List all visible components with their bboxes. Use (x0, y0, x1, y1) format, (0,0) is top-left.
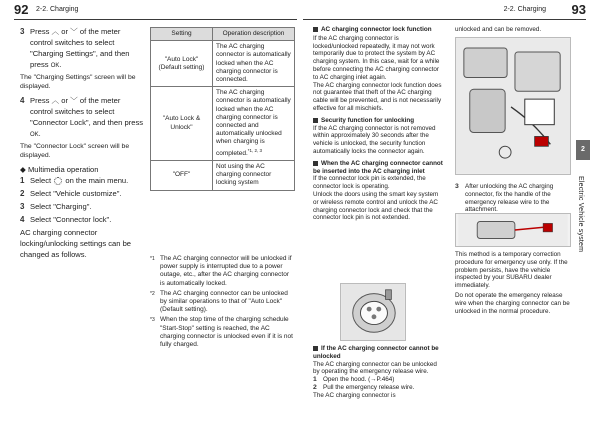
square-bullet-icon (313, 118, 318, 123)
step-3 (20, 26, 145, 72)
ok-button-glyph: OK (30, 132, 39, 139)
heading-cannot-insert: When the AC charging connector cannot be inserted into the AC charging inlet (313, 159, 443, 175)
engine-bay-drawing (456, 38, 570, 174)
heading-security-function: Security function for unlocking (313, 117, 445, 125)
heading-cannot-unlock: If the AC charging connector cannot be unlocked (313, 345, 439, 360)
right-column-top (455, 26, 573, 34)
attachment-drawing (456, 214, 570, 246)
table-cell-description: The AC charging connector is automatically locked when the AC charging connector is connected and automatically unlocked when charging is completed.$^{*1, 2, 3}$ (213, 87, 295, 161)
step-text: Press (30, 27, 50, 36)
step-text: of the meter control switches to select "Charging Settings", and then press (30, 27, 130, 69)
step-text: or (61, 27, 69, 36)
right-page-number: 93 (571, 2, 586, 17)
chapter-tab[interactable]: 2 (576, 140, 590, 160)
engine-bay-illustration (455, 37, 571, 175)
paragraph: The AC charging connector is (313, 391, 396, 399)
chevron-down-icon: ﹀ (70, 27, 78, 36)
paragraph: If the AC charging connector is locked/unlocked repeatedly, it may not work temporarily due to protect the system by AC charging system. In this case, wait for a while before connecting the AC charging connector to AC charging inlet again. (313, 34, 440, 81)
left-column (20, 26, 145, 260)
chevron-down-icon: ﹀ (70, 96, 78, 106)
right-column-notes (455, 251, 573, 315)
footnotes (150, 255, 295, 351)
paragraph: This method is a temporary correction procedure for emergency use only. If the problem persists, have the vehicle inspected by your SUBARU dealer immediately. (455, 251, 568, 290)
middle-column (313, 26, 445, 222)
footnote: *2 The AC charging connector can be unlocked by similar operations to that of "Auto Lock" (Default setting). (150, 289, 288, 314)
ok-button-glyph: OK (50, 63, 60, 69)
step-number: 4 (20, 96, 25, 106)
left-page-header (14, 0, 297, 20)
note-charging-settings: The "Charging Settings" screen will be displayed. (20, 74, 136, 90)
attachment-illustration (455, 213, 571, 247)
release-step-3: 3 After unlocking the AC charging connector, fix the handle of the emergency release wire to the attachment. (455, 183, 554, 214)
step-text: . (38, 129, 41, 139)
step-4 (20, 95, 145, 141)
step-text: or (61, 96, 69, 106)
release-step-2: 2 Pull the emergency release wire. (313, 383, 415, 391)
table-cell-setting: "Auto Lock" (Default setting) (151, 41, 213, 87)
table-cell-description: The AC charging connector is automatically locked when the AC charging connector is connected. (213, 41, 295, 87)
connector-lock-settings-table (150, 27, 295, 191)
chevron-up-icon: ︿ (51, 27, 60, 36)
square-bullet-icon (313, 346, 318, 351)
multimedia-heading: ◆ Multimedia operation (20, 165, 99, 175)
middle-column-lower (313, 345, 445, 400)
table-header: Setting (151, 28, 213, 41)
square-bullet-icon (313, 161, 318, 166)
release-step-1: 1 Open the hood. (→P.464) (313, 376, 395, 384)
table-header-row (151, 28, 295, 41)
multimedia-step-2: 2 Select "Vehicle customize". (20, 189, 122, 199)
chapter-label: Electric Vehicle system (577, 176, 584, 253)
left-page-number: 92 (14, 2, 29, 17)
note-connector-lock: The "Connector Lock" screen will be displayed. (20, 143, 130, 159)
footnote: *1 The AC charging connector will be unlocked if power supply is interrupted due to a power outage, etc., after the AC charging connector is automatically locked. (150, 255, 292, 287)
square-bullet-icon (313, 27, 318, 32)
step-number: 3 (20, 27, 25, 36)
table-cell-description: Not using the AC charging connector locking system (213, 161, 295, 191)
heading-lock-function: AC charging connector lock function (313, 26, 445, 34)
paragraph: Do not operate the emergency release wire when the charging connector can be unlocked in the normal procedure. (455, 291, 570, 315)
paragraph: unlocked and can be removed. (455, 26, 542, 33)
step-text: . (59, 60, 62, 69)
charging-inlet-illustration (340, 283, 406, 341)
table-cell-setting: "Auto Lock & Unlock" (151, 87, 213, 161)
paragraph: The AC charging connector can be unlocked by operating the emergency release wire. (313, 360, 437, 376)
chevron-up-icon: ︿ (51, 96, 60, 106)
footnote: *3 When the stop time of the charging schedule "Start-Stop" setting is reached, the AC charging connector is unlocked even if it is not fully charged. (150, 316, 293, 349)
table-cell-setting: "OFF" (151, 161, 213, 191)
paragraph: Unlock the doors using the smart key system or wireless remote control and unlock the AC charging connector lock and check that the connector lock pin is not extended. (313, 190, 439, 222)
gear-icon (54, 177, 62, 185)
settings-intro: AC charging connector locking/unlocking settings can be changed as follows. (20, 228, 132, 260)
bullet-circle-icon: ◆ (20, 165, 26, 175)
paragraph: If the AC charging connector is not removed within approximately 30 seconds after the vehicle is unlocked, the security function automatically locks the connector again. (313, 124, 436, 155)
table-header: Operation description (213, 28, 295, 41)
right-section-title: 2-2. Charging (503, 6, 546, 13)
paragraph: The AC charging connector lock function does not guarantee that theft of the AC charging cable will be prevented, and is not necessarily effective for all mischiefs. (313, 81, 442, 112)
multimedia-step-1: 1 Select on the main menu. (20, 176, 129, 186)
table-row (151, 87, 295, 161)
right-column-step (455, 183, 573, 216)
right-page-header (303, 0, 586, 20)
multimedia-step-3: 3 Select "Charging". (20, 202, 92, 212)
step-text: Press (30, 96, 50, 106)
inlet-drawing (341, 284, 405, 340)
table-row (151, 41, 295, 87)
multimedia-step-4: 4 Select "Connector lock". (20, 215, 112, 225)
left-section-title: 2-2. Charging (36, 6, 79, 13)
step-text: of the meter control switches to select "Connector Lock", and then press (30, 96, 144, 128)
table-row (151, 161, 295, 191)
paragraph: If the connector lock pin is extended, the connector lock is operating. (313, 175, 426, 191)
footnote-ref: *1, 2, 3 (247, 147, 263, 153)
